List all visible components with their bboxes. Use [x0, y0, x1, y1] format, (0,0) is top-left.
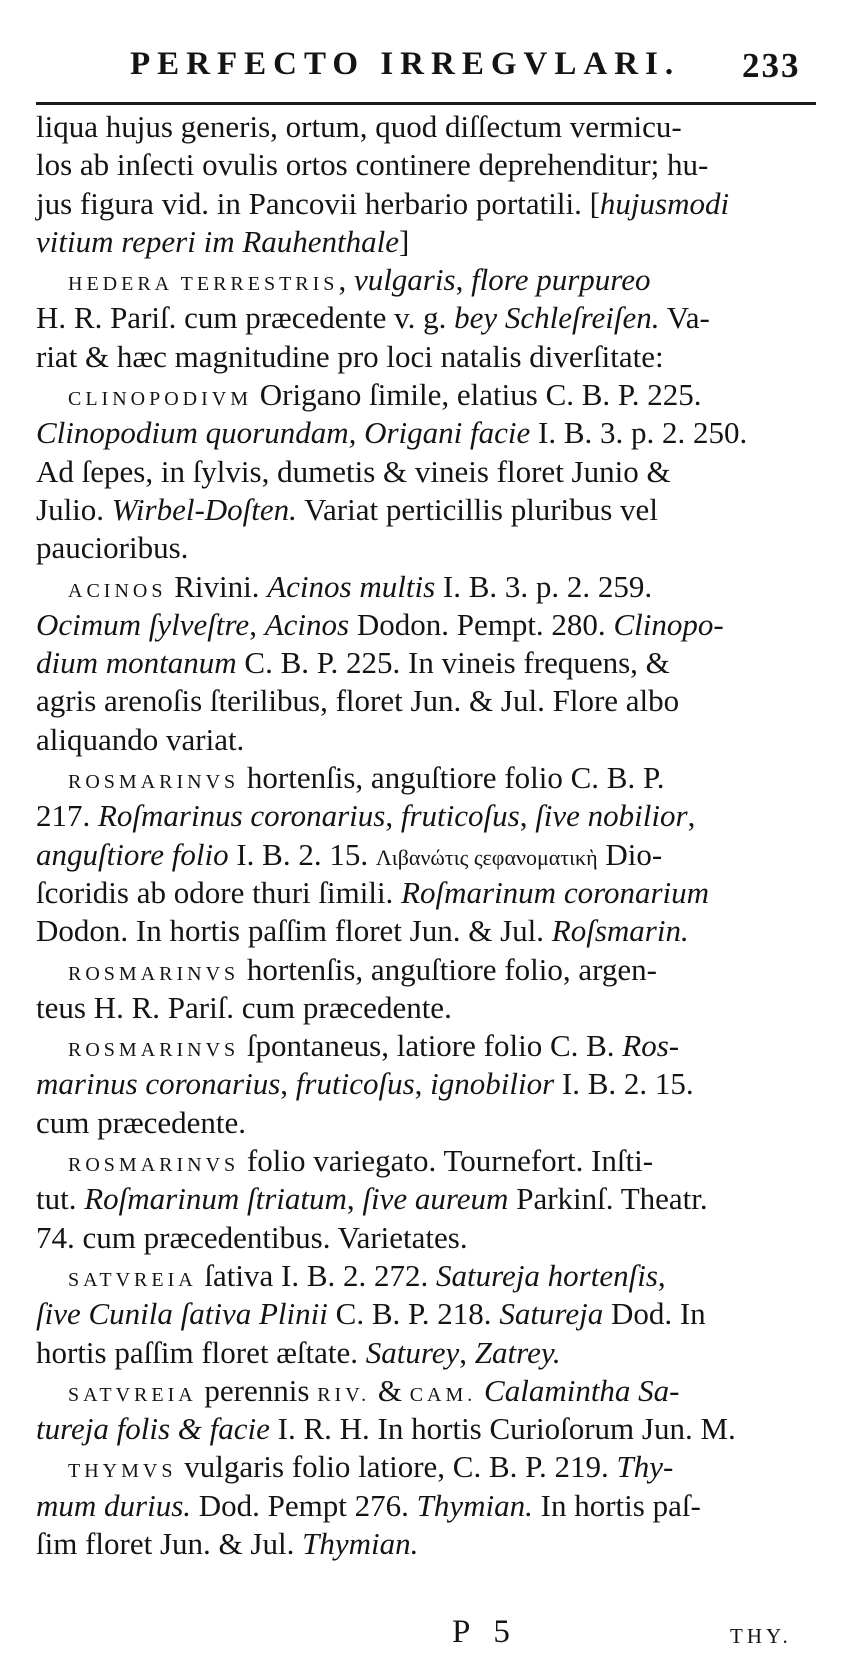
- text-run: jus figura vid. in Pancovii herbario portatili. [: [36, 185, 600, 221]
- text-line: [36, 108, 826, 146]
- text-run: mum durius.: [36, 1487, 192, 1523]
- text-run: I. B. 3. p. 2. 250.: [530, 415, 748, 451]
- page-header: [0, 46, 850, 96]
- text-line: [36, 721, 826, 759]
- text-run: anguſtiore folio: [36, 836, 229, 872]
- text-run: ACINOS: [68, 579, 167, 602]
- text-line: [36, 1065, 826, 1103]
- text-line: [36, 874, 826, 912]
- text-run: H. R. Pariſ. cum præcedente v. g.: [36, 300, 455, 336]
- text-line: [36, 185, 826, 223]
- text-run: dium montanum: [36, 645, 237, 681]
- text-line: [36, 376, 826, 414]
- text-run: fruticoſus: [295, 1066, 415, 1102]
- text-run: C. B. P. 218.: [327, 1296, 500, 1332]
- text-line: [36, 951, 826, 989]
- text-run: Roſmarinum coronarium: [401, 874, 710, 910]
- text-line: [36, 491, 826, 529]
- text-line: [36, 1334, 826, 1372]
- text-run: THYMVS: [68, 1460, 177, 1483]
- text-run: Saturey: [365, 1334, 460, 1370]
- text-run: Zatrey.: [474, 1334, 561, 1370]
- text-line: [36, 836, 826, 874]
- text-run: CLINOPODIVM: [68, 388, 252, 411]
- text-run: ,: [346, 1181, 363, 1217]
- text-run: Clinopo-: [613, 606, 724, 642]
- text-line: [36, 261, 826, 299]
- text-line: [36, 529, 826, 567]
- text-run: aliquando variat.: [36, 721, 245, 757]
- text-run: Ad ſepes, in ſylvis, dumetis & vineis floret Junio &: [36, 453, 671, 489]
- text-run: Roſmarinum ſtriatum: [84, 1181, 347, 1217]
- text-run: ſive aureum: [362, 1181, 509, 1217]
- text-line: [36, 1525, 826, 1563]
- text-run: Roſsmarin.: [551, 913, 689, 949]
- text-line: [36, 989, 826, 1027]
- text-run: cum præcedente.: [36, 1104, 247, 1140]
- text-run: Variat perticillis pluribus vel: [296, 491, 658, 527]
- text-line: [36, 453, 826, 491]
- text-run: [476, 1373, 484, 1408]
- text-run: ,: [657, 1257, 666, 1293]
- text-run: ,: [459, 1334, 475, 1370]
- running-title: PERFECTO IRREGVLARI.: [130, 46, 681, 82]
- text-run: Origano ſimile, elatius C. B. P. 225.: [252, 377, 702, 413]
- text-run: Λιβανώτις ςεφανοματικὴ: [375, 844, 598, 870]
- text-run: &: [370, 1372, 410, 1408]
- text-run: liqua hujus generis, ortum, quod diſſectum vermicu-: [36, 109, 682, 144]
- text-run: tureja folis & facie: [36, 1411, 270, 1447]
- text-run: vulgaris folio latiore, C. B. P. 219.: [176, 1449, 617, 1485]
- text-run: SATVREIA: [68, 1268, 197, 1291]
- text-run: vulgaris: [353, 262, 456, 298]
- text-run: ROSMARINVS: [68, 771, 240, 794]
- text-run: hortenſis, anguſtiore folio, argen-: [239, 951, 657, 987]
- text-run: ſativa I. B. 2. 272.: [196, 1257, 437, 1293]
- text-run: I. R. H. In hortis Curioſorum Jun. M.: [269, 1411, 736, 1447]
- text-line: [36, 1372, 826, 1410]
- text-line: [36, 912, 826, 950]
- catchword: THY.: [730, 1624, 792, 1648]
- text-run: HEDERA TERRESTRIS: [68, 273, 339, 296]
- text-run: Thymian.: [302, 1525, 419, 1561]
- page-footer: [0, 1614, 850, 1654]
- text-run: Ros-: [622, 1028, 680, 1064]
- text-run: ROSMARINVS: [68, 1039, 240, 1062]
- text-run: los ab inſecti ovulis ortos continere deprehenditur; hu-: [36, 147, 709, 183]
- text-run: marinus coronarius: [36, 1066, 281, 1102]
- text-run: ,: [249, 606, 265, 642]
- text-run: ,: [338, 262, 354, 298]
- text-run: Satureja: [499, 1296, 604, 1332]
- text-run: I. B. 2. 15.: [554, 1066, 694, 1102]
- text-run: ſpontaneus, latiore folio C. B.: [239, 1028, 623, 1064]
- text-run: Satureja hortenſis: [436, 1257, 658, 1293]
- header-rule: [36, 102, 816, 105]
- text-run: ROSMARINVS: [68, 962, 240, 985]
- text-run: ſcoridis ab odore thuri ſimili.: [36, 874, 402, 910]
- text-run: Parkinſ. Theatr.: [508, 1181, 708, 1217]
- text-run: hortenſis, anguſtiore folio C. B. P.: [239, 760, 665, 796]
- text-run: ROSMARINVS: [68, 1154, 240, 1177]
- page-number: 233: [742, 46, 801, 85]
- text-line: [36, 568, 826, 606]
- text-run: ,: [455, 262, 472, 298]
- text-line: [36, 1448, 826, 1486]
- text-line: [36, 1027, 826, 1065]
- text-line: [36, 797, 826, 835]
- text-line: [36, 414, 826, 452]
- text-line: [36, 759, 826, 797]
- body-text: [36, 108, 826, 1563]
- text-run: paucioribus.: [36, 530, 189, 566]
- text-run: vitium reperi im Rauhenthale: [36, 223, 400, 259]
- text-run: Thymian.: [416, 1487, 533, 1523]
- text-line: [36, 1142, 826, 1180]
- text-line: [36, 1219, 826, 1257]
- text-run: hortis paſſim floret æſtate.: [36, 1334, 366, 1370]
- text-line: [36, 223, 826, 261]
- text-run: Acinos multis: [267, 568, 436, 604]
- text-line: [36, 1180, 826, 1218]
- text-run: ignobilior: [430, 1066, 555, 1102]
- text-run: RIV.: [317, 1383, 371, 1406]
- text-run: ,: [385, 798, 401, 834]
- text-run: tut.: [36, 1181, 85, 1217]
- text-line: [36, 1257, 826, 1295]
- text-run: teus H. R. Pariſ. cum præcedente.: [36, 989, 452, 1025]
- text-run: folio variegato. Tournefort. Inſti-: [239, 1143, 654, 1179]
- text-run: agris arenoſis ſterilibus, floret Jun. & Jul. Flore albo: [36, 683, 680, 719]
- text-line: [36, 1410, 826, 1448]
- text-line: [36, 1295, 826, 1333]
- text-run: ſim floret Jun. & Jul.: [36, 1525, 303, 1561]
- text-line: [36, 338, 826, 376]
- text-run: fruticoſus: [400, 798, 520, 834]
- text-run: Dodon. Pempt. 280.: [349, 606, 614, 642]
- text-run: CAM.: [409, 1383, 477, 1406]
- text-run: perennis: [196, 1372, 318, 1408]
- text-run: ,: [280, 1066, 296, 1102]
- text-run: Va-: [659, 300, 710, 336]
- text-run: ]: [399, 223, 410, 259]
- text-run: ,: [414, 1066, 431, 1102]
- text-run: ſive Cunila ſativa Plinii: [36, 1296, 328, 1332]
- text-line: [36, 1487, 826, 1525]
- text-line: [36, 644, 826, 682]
- text-line: [36, 299, 826, 337]
- text-run: 217.: [36, 798, 98, 834]
- text-run: Wirbel-Doſten.: [111, 491, 297, 527]
- text-run: Julio.: [36, 491, 112, 527]
- text-run: hujusmodi: [599, 185, 730, 221]
- text-run: Dod. Pempt 276.: [191, 1487, 417, 1523]
- text-line: [36, 146, 826, 184]
- text-run: Roſmarinus coronarius: [98, 798, 386, 834]
- text-run: ſive nobilior: [535, 798, 688, 834]
- text-run: In hortis paſ-: [532, 1487, 701, 1523]
- text-run: I. B. 3. p. 2. 259.: [435, 568, 653, 604]
- text-line: [36, 682, 826, 720]
- text-run: Dodon. In hortis paſſim floret Jun. & Jul.: [36, 913, 552, 949]
- text-run: bey Schleſreiſen.: [454, 300, 660, 336]
- text-run: I. B. 2. 15.: [228, 836, 376, 872]
- signature-mark: P 5: [452, 1614, 518, 1650]
- text-run: Clinopodium quorundam, Origani facie: [36, 415, 531, 451]
- text-run: Dio-: [597, 836, 663, 872]
- text-run: Calamintha Sa-: [484, 1372, 680, 1408]
- text-run: Dod. In: [603, 1296, 706, 1332]
- text-run: C. B. P. 225. In vineis frequens, &: [236, 645, 670, 681]
- text-run: SATVREIA: [68, 1383, 197, 1406]
- text-line: [36, 606, 826, 644]
- text-run: Acinos: [264, 606, 350, 642]
- text-run: Ocimum ſylveſtre: [36, 606, 250, 642]
- text-run: Rivini.: [166, 568, 268, 604]
- text-run: ,: [687, 798, 696, 834]
- text-run: 74. cum præcedentibus. Varietates.: [36, 1219, 468, 1255]
- text-run: Thy-: [616, 1449, 674, 1485]
- text-run: riat & hæc magnitudine pro loci natalis diverſitate:: [36, 338, 664, 374]
- text-run: ,: [519, 798, 536, 834]
- text-run: flore purpureo: [471, 262, 651, 298]
- text-line: [36, 1104, 826, 1142]
